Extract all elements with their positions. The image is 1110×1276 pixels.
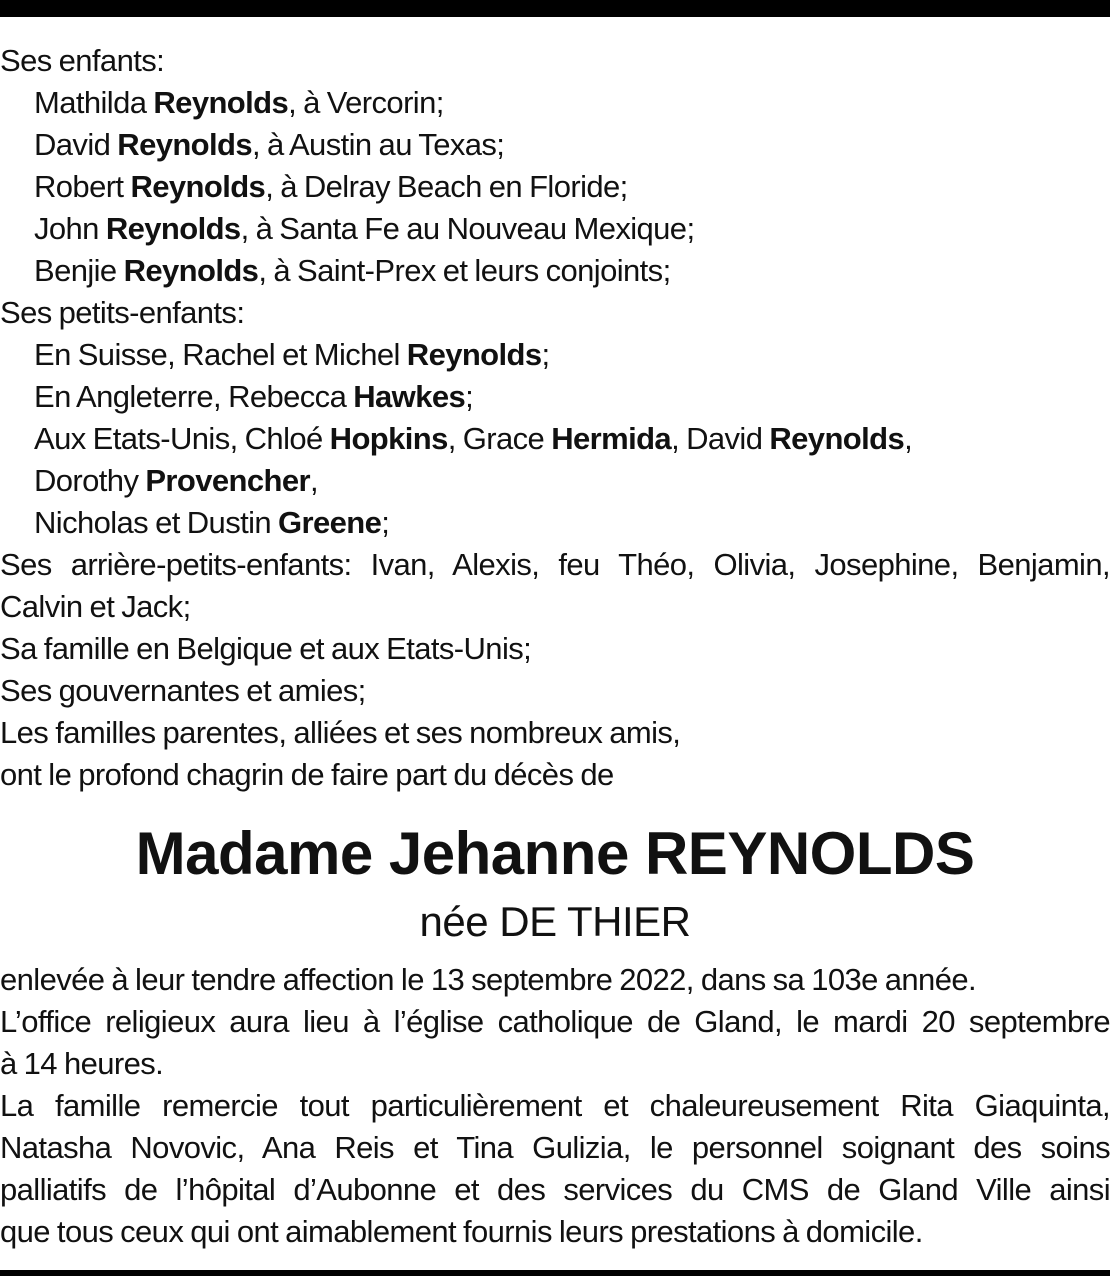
death-date-line: enlevée à leur tendre affection le 13 septembre 2022, dans sa 103e année. — [0, 962, 976, 997]
service-time-line: à 14 heures. — [0, 1046, 164, 1081]
grandchildren-heading: Ses petits-enfants: — [0, 295, 245, 330]
child-location: , à Austin au Texas; — [252, 127, 505, 162]
child-line — [0, 124, 1110, 166]
grandchildren-last-name: Reynolds — [769, 421, 905, 456]
announcement-line: ont le profond chagrin de faire part du décès de — [0, 757, 614, 792]
child-first-name: Mathilda — [34, 85, 154, 120]
grandchildren-suffix: , — [904, 421, 913, 456]
relatives-line: Les familles parentes, alliées et ses nombreux amis, — [0, 715, 681, 750]
child-location: , à Vercorin; — [288, 85, 444, 120]
child-last-name: Reynolds — [153, 85, 289, 120]
grandchildren-last-name: Hopkins — [329, 421, 448, 456]
service-line: L’office religieux aura lieu à l’église catholique de Gland, le mardi 20 septembre — [0, 1004, 1110, 1039]
grandchildren-prefix: En Suisse, Rachel et Michel — [34, 337, 407, 372]
grandchildren-switzerland — [0, 334, 1110, 376]
child-first-name: David — [34, 127, 118, 162]
child-last-name: Reynolds — [130, 169, 266, 204]
grandchildren-prefix: Nicholas et Dustin — [34, 505, 279, 540]
child-line — [0, 82, 1110, 124]
grandchildren-suffix: ; — [541, 337, 550, 372]
child-line — [0, 166, 1110, 208]
child-location: , à Delray Beach en Floride; — [265, 169, 628, 204]
thanks-line: palliatifs de l’hôpital d’Aubonne et des services du CMS de Gland Ville ainsi — [0, 1172, 1110, 1207]
bottom-rule — [0, 1270, 1110, 1276]
maiden-name: née DE THIER — [419, 898, 691, 945]
grandchildren-prefix: Aux Etats-Unis, Chloé — [34, 421, 330, 456]
child-first-name: John — [34, 211, 106, 246]
grandchildren-usa-continued — [0, 502, 1110, 544]
child-first-name: Robert — [34, 169, 131, 204]
child-line — [0, 250, 1110, 292]
grandchildren-last-name: Greene — [278, 505, 382, 540]
grandchildren-usa-continued — [0, 460, 1110, 502]
grandchildren-last-name: Provencher — [145, 463, 310, 498]
grandchildren-separator: , David — [671, 421, 770, 456]
child-location: , à Santa Fe au Nouveau Mexique; — [240, 211, 695, 246]
grandchildren-usa — [0, 418, 1110, 460]
deceased-name: Madame Jehanne REYNOLDS — [135, 820, 975, 887]
top-rule — [0, 0, 1110, 17]
thanks-line: Natasha Novovic, Ana Reis et Tina Gulizia, le personnel soignant des soins — [0, 1130, 1110, 1165]
grandchildren-prefix: Dorothy — [34, 463, 146, 498]
child-location: , à Saint-Prex et leurs conjoints; — [258, 253, 671, 288]
governesses-line: Ses gouvernantes et amies; — [0, 673, 366, 708]
grandchildren-last-name: Reynolds — [406, 337, 542, 372]
grandchildren-suffix: ; — [381, 505, 390, 540]
children-heading: Ses enfants: — [0, 43, 165, 78]
child-last-name: Reynolds — [123, 253, 259, 288]
great-grandchildren-line: Ses arrière-petits-enfants: Ivan, Alexis, feu Théo, Olivia, Josephine, Benjamin, — [0, 547, 1110, 582]
grandchildren-england — [0, 376, 1110, 418]
thanks-line: que tous ceux qui ont aimablement fournis leurs prestations à domicile. — [0, 1214, 923, 1249]
family-section — [0, 40, 1110, 796]
thanks-line: La famille remercie tout particulièrement et chaleureusement Rita Giaquinta, — [0, 1088, 1110, 1123]
grandchildren-last-name: Hermida — [551, 421, 672, 456]
great-grandchildren-line: Calvin et Jack; — [0, 589, 191, 624]
details-section — [0, 959, 1110, 1253]
child-last-name: Reynolds — [117, 127, 253, 162]
grandchildren-prefix: En Angleterre, Rebecca — [34, 379, 354, 414]
family-belgium-usa-line: Sa famille en Belgique et aux Etats-Unis; — [0, 631, 532, 666]
grandchildren-suffix: ; — [465, 379, 474, 414]
child-line — [0, 208, 1110, 250]
child-first-name: Benjie — [34, 253, 124, 288]
child-last-name: Reynolds — [105, 211, 241, 246]
grandchildren-last-name: Hawkes — [353, 379, 466, 414]
grandchildren-suffix: , — [309, 463, 318, 498]
grandchildren-separator: , Grace — [447, 421, 552, 456]
